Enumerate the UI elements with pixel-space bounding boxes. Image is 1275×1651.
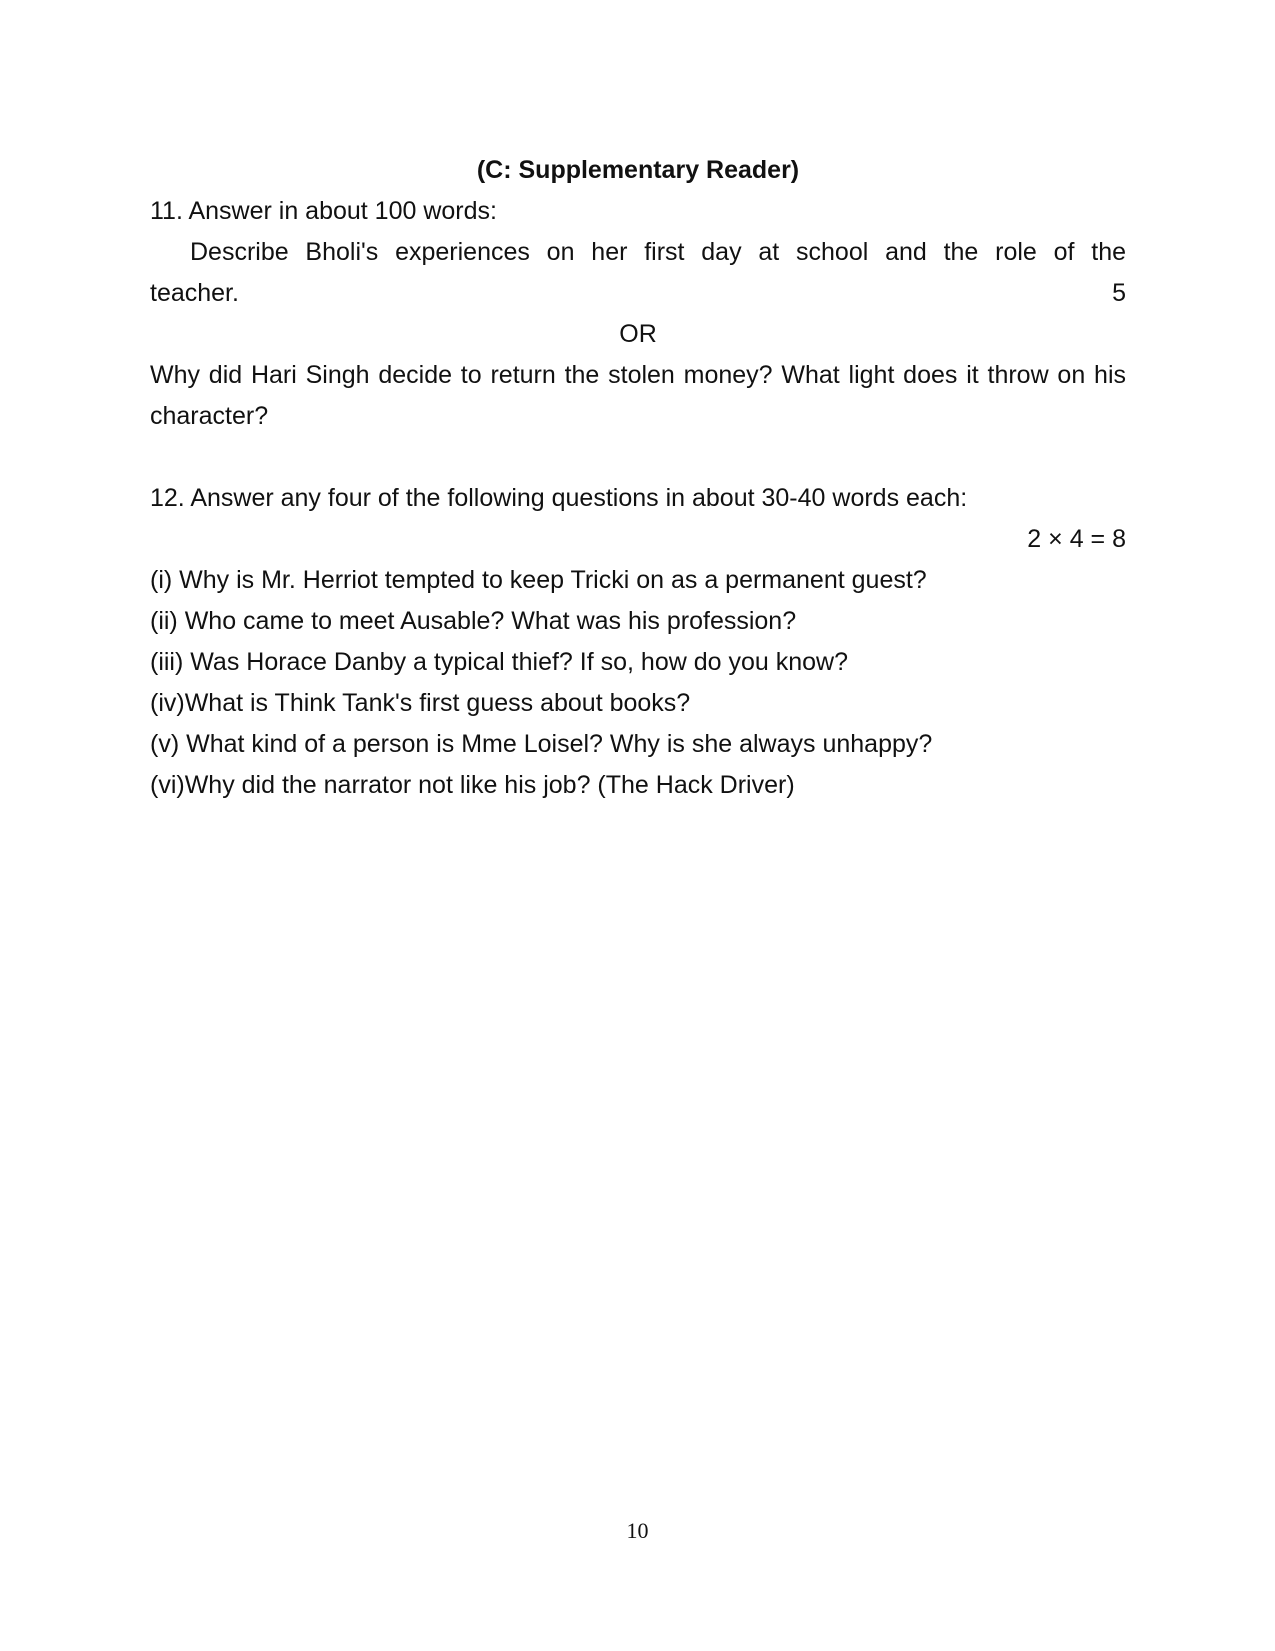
question-11-option-a-line2-row	[150, 273, 1126, 314]
list-item: (vi)Why did the narrator not like his job? (The Hack Driver)	[150, 771, 795, 799]
question-11-option-a-line2: teacher.	[150, 279, 239, 307]
list-item: (iii) Was Horace Danby a typical thief? If so, how do you know?	[150, 648, 848, 676]
section-title: (C: Supplementary Reader)	[476, 156, 800, 184]
page-number: 10	[626, 1518, 649, 1543]
or-label: OR	[619, 320, 657, 348]
question-12-marks: 2 × 4 = 8	[1027, 525, 1126, 553]
question-12-heading: 12. Answer any four of the following questions in about 30-40 words each:	[150, 484, 968, 512]
question-11-heading: 11. Answer in about 100 words:	[150, 197, 497, 225]
document-page	[150, 150, 1126, 806]
question-11-option-b: Why did Hari Singh decide to return the stolen money? What light does it throw on his character?	[150, 361, 1126, 430]
list-item: (v) What kind of a person is Mme Loisel? Why is she always unhappy?	[150, 730, 933, 758]
question-11-marks: 5	[1112, 279, 1126, 307]
question-12-list	[150, 560, 1126, 806]
question-11-option-a-line1: Describe Bholi's experiences on her first day at school and the role of the	[190, 238, 1126, 266]
list-item: (iv)What is Think Tank's first guess about books?	[150, 689, 691, 717]
spacer	[150, 437, 1126, 478]
list-item: (ii) Who came to meet Ausable? What was his profession?	[150, 607, 797, 635]
list-item: (i) Why is Mr. Herriot tempted to keep Tricki on as a permanent guest?	[150, 566, 927, 594]
